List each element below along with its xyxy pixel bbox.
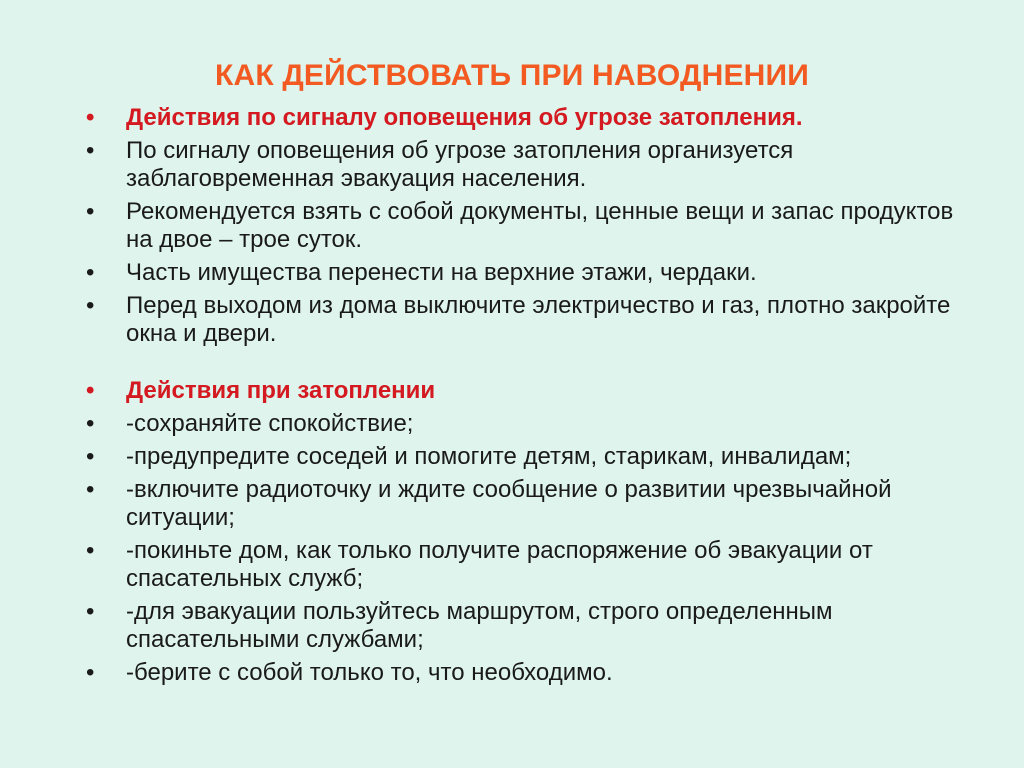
list-item-text: -для эвакуации пользуйтесь маршрутом, строго определенным спасательными службами; — [126, 598, 833, 653]
list-item — [86, 137, 966, 193]
list-item-text: Рекомендуется взять с собой документы, ценные вещи и запас продуктов на двое – трое суток. — [126, 198, 954, 253]
list-item — [86, 410, 966, 438]
list-item-text: -включите радиоточку и ждите сообщение о развитии чрезвычайной ситуации; — [126, 476, 892, 531]
list-item — [86, 292, 966, 348]
bullet-icon: • — [86, 198, 95, 225]
bullet-icon: • — [86, 104, 95, 131]
bullet-icon: • — [86, 137, 95, 164]
list-item — [86, 259, 966, 287]
list-item — [86, 659, 966, 687]
bullet-icon: • — [86, 476, 95, 503]
list-item-text: По сигналу оповещения об угрозе затопления организуется заблаговременная эвакуация населения. — [126, 137, 794, 192]
slide-title: КАК ДЕЙСТВОВАТЬ ПРИ НАВОДНЕНИИ — [214, 59, 810, 92]
bullet-icon: • — [86, 598, 95, 625]
bullet-icon: • — [86, 292, 95, 319]
list-item-text: -покиньте дом, как только получите распоряжение об эвакуации от спасательных служб; — [126, 537, 873, 592]
list-item — [86, 198, 966, 254]
section-heading-during-flood — [86, 377, 966, 405]
list-item-text: Действия при затоплении — [126, 377, 436, 404]
bullet-icon: • — [86, 537, 95, 564]
list-item-text: Перед выходом из дома выключите электричество и газ, плотно закройте окна и двери. — [126, 292, 951, 347]
list-item — [86, 443, 966, 471]
list-item — [86, 537, 966, 593]
bullet-icon: • — [86, 259, 95, 286]
bullet-list — [86, 104, 966, 692]
bullet-icon: • — [86, 443, 95, 470]
section-heading-before-flood — [86, 104, 966, 132]
list-item-text: Часть имущества перенести на верхние этажи, чердаки. — [126, 259, 757, 286]
list-item — [86, 476, 966, 532]
bullet-icon: • — [86, 377, 95, 404]
list-item-text: -берите с собой только то, что необходимо. — [126, 659, 613, 686]
list-item — [86, 598, 966, 654]
list-item-text: -предупредите соседей и помогите детям, старикам, инвалидам; — [126, 443, 852, 470]
list-item-text: -сохраняйте спокойствие; — [126, 410, 414, 437]
bullet-icon: • — [86, 410, 95, 437]
bullet-icon: • — [86, 659, 95, 686]
list-item-text: Действия по сигналу оповещения об угрозе затопления. — [126, 104, 803, 131]
